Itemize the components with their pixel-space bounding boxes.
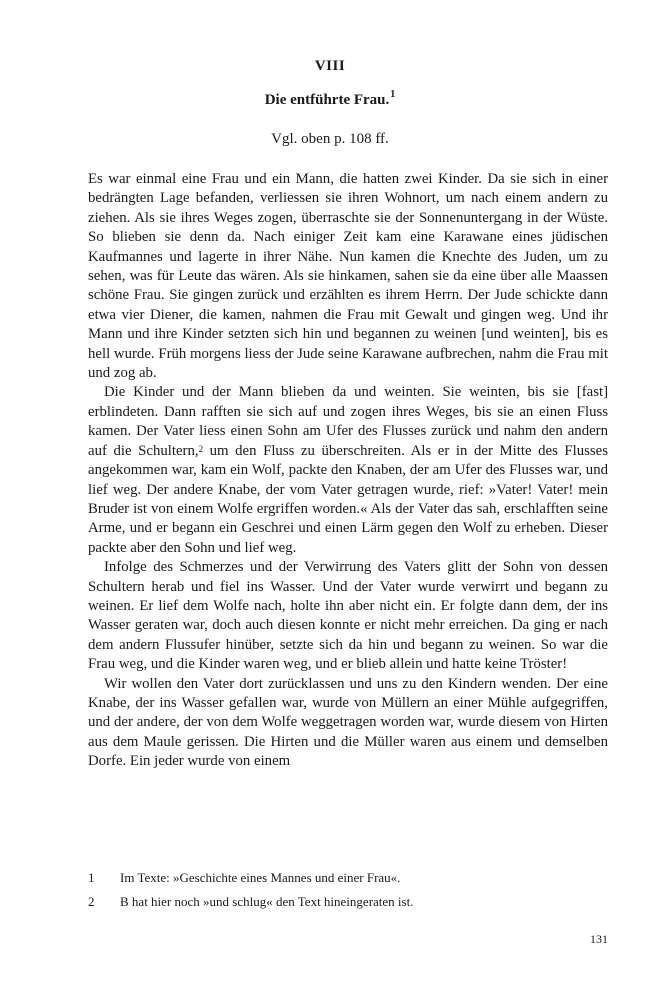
footnote-mark-2: 2 bbox=[198, 443, 204, 454]
body-text bbox=[88, 170, 608, 772]
paragraph-1: Es war einmal eine Frau und ein Mann, die hatten zwei Kinder. Da sie sich in einer bedrängten Lage befanden, verliessen sie ihren Wohnort, um nach einem andern zu ziehen. Als sie ihres Weges zogen, überraschte sie der Sonnenuntergang in der Wüste. So blieben sie denn da. Nach einiger Zeit kam eine Karawane eines jüdischen Kaufmannes und lagerte in ihrer Nähe. Nun kamen die Knechte des Juden, um zu sehen, was für Leute das wären. Als sie hinkamen, sahen sie da eine über alle Maassen schöne Frau. Sie gingen zurück und erzählten es ihrem Herrn. Der Jude schickte dann etwa vier Diener, die kamen, nahmen die Frau mit Gewalt und gingen weg. Und ihr Mann und ihre Kinder setzten sich hin und begannen zu weinen [und weinten], bis es hell wurde. Früh morgens liess der Jude seine Karawane aufbrechen, nahm die Frau mit und zog ab. bbox=[88, 171, 608, 382]
paragraph-4: Wir wollen den Vater dort zurücklassen und uns zu den Kindern wenden. Der eine Knabe, der ins Wasser gefallen war, wurde von Müllern an einer Mühle aufgegriffen, und der andere, der von dem Wolfe weggetragen worden war, wurde diesem von Hirten aus dem Maule gerissen. Die Hirten und die Müller waren aus einem und demselben Dorfe. Ein jeder wurde von einem bbox=[88, 675, 608, 770]
footnote-number: 1 bbox=[88, 870, 95, 885]
chapter-number: VIII bbox=[314, 58, 346, 74]
chapter-title bbox=[0, 89, 660, 109]
footnote-text: Im Texte: »Geschichte eines Mannes und einer Frau«. bbox=[120, 870, 401, 885]
paragraph-2 bbox=[88, 383, 608, 558]
footnote-1 bbox=[88, 870, 608, 894]
paragraph-3: Infolge des Schmerzes und der Verwirrung des Vaters glitt der Sohn von dessen Schultern herab und fiel ins Wasser. Und der Vater wurde verwirrt und begann zu weinen. Er lief dem Wolfe nach, holte ihn aber nicht ein. Er folgte dann dem, der ins Wasser geraten war, doch auch diesen konnte er nicht mehr erreichen. Da ging er nach dem andern Flussufer hinüber, setzte sich da hin und begann zu weinen. So war die Frau weg, und die Kinder waren weg, und er blieb allein und hatte keine Tröster! bbox=[88, 559, 608, 673]
footnote-text: B hat hier noch »und schlug« den Text hineingeraten ist. bbox=[120, 894, 414, 909]
cross-reference: Vgl. oben p. 108 ff. bbox=[271, 131, 389, 147]
paragraph-2-part-1: Die Kinder und der Mann blieben da und weinten. Sie weinten, bis sie [fast] erblindeten. Dann rafften sie sich auf und zogen ihres Weges, bis sie an einen Fluss kamen. Der Vater liess einen Sohn am Ufer des Flusses zurück und nahm den andern auf die Schultern, bbox=[88, 384, 608, 459]
footnote-2 bbox=[88, 894, 608, 918]
chapter-title-text: Die entführte Frau. bbox=[264, 92, 390, 108]
page-number: 131 bbox=[590, 932, 608, 946]
paragraph-2-part-2: um den Fluss zu überschreiten. Als er in der Mitte des Flusses angekommen war, kam ein Wolf, packte den Knaben, der am Ufer des Flusses war, und lief weg. Der andere Knabe, der vom Vater getragen wurde, rief: »Vater! Vater! mein Bruder ist von einem Wolfe ergriffen worden.« Als der Vater das sah, erschlafften seine Arme, und er begann ein Geschrei und einen Lärm gegen den Wolf zu erheben. Dieser packte aber den Sohn und lief weg. bbox=[88, 442, 608, 556]
footnotes bbox=[88, 870, 608, 918]
footnote-mark-1: 1 bbox=[390, 89, 396, 100]
footnote-number: 2 bbox=[88, 894, 95, 909]
